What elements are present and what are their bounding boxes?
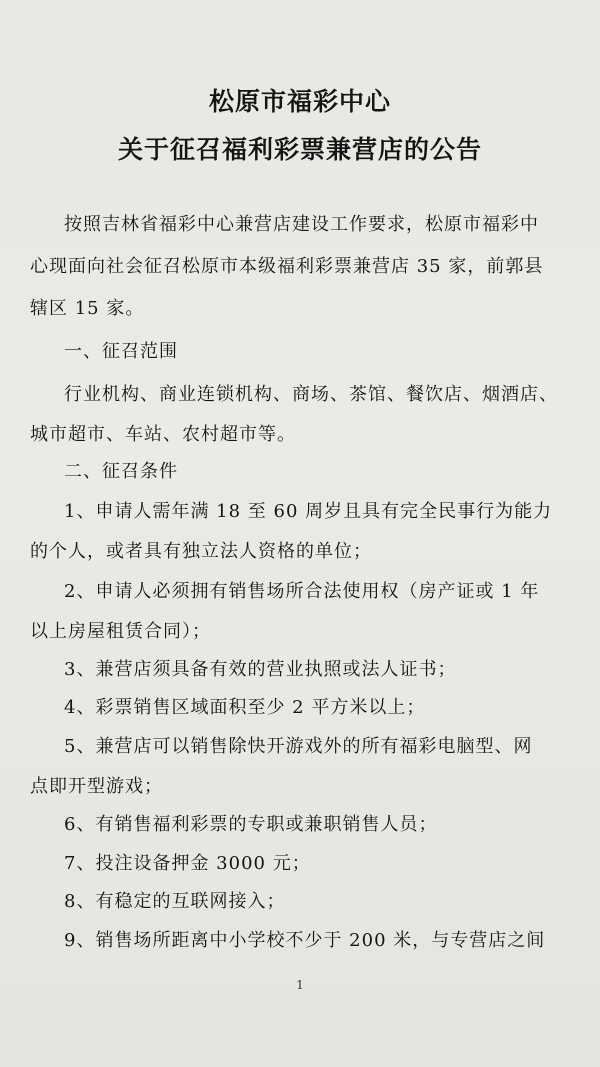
paragraph-line: 心现面向社会征召松原市本级福利彩票兼营店 35 家，前郭县: [30, 256, 544, 277]
condition-item-4: 4、彩票销售区域面积至少 2 平方米以上；: [64, 697, 426, 718]
condition-item-7: 7、投注设备押金 3000 元；: [64, 853, 311, 874]
condition-item-1-continued: 的个人，或者具有独立法人资格的单位；: [30, 541, 372, 562]
condition-item-1: 1、申请人需年满 18 至 60 周岁且具有完全民事行为能力: [64, 501, 553, 522]
paragraph-line: 城市超市、车站、农村超市等。: [30, 424, 296, 445]
condition-item-2: 2、申请人必须拥有销售场所合法使用权（房产证或 1 年: [64, 581, 540, 602]
document-title-line1: 松原市福彩中心: [208, 87, 391, 116]
document-title-line2: 关于征召福利彩票兼营店的公告: [117, 135, 482, 164]
condition-item-9: 9、销售场所距离中小学校不少于 200 米，与专营店之间: [64, 930, 546, 951]
paragraph-line: 按照吉林省福彩中心兼营店建设工作要求，松原市福彩中: [64, 214, 539, 235]
page-number: 1: [296, 978, 304, 992]
paragraph-line: 辖区 15 家。: [30, 298, 145, 319]
condition-item-3: 3、兼营店须具备有效的营业执照或法人证书；: [64, 659, 457, 680]
condition-item-5: 5、兼营店可以销售除快开游戏外的所有福彩电脑型、网: [64, 736, 533, 757]
section-heading-scope: 一、征召范围: [64, 341, 178, 362]
condition-item-2-continued: 以上房屋租赁合同）；: [30, 621, 211, 642]
section-heading-conditions: 二、征召条件: [64, 461, 178, 482]
condition-item-6: 6、有销售福利彩票的专职或兼职销售人员；: [64, 814, 438, 835]
condition-item-8: 8、有稳定的互联网接入；: [64, 891, 286, 912]
paragraph-line: 行业机构、商业连锁机构、商场、茶馆、餐饮店、烟酒店、: [64, 384, 558, 405]
condition-item-5-continued: 点即开型游戏；: [30, 776, 163, 797]
